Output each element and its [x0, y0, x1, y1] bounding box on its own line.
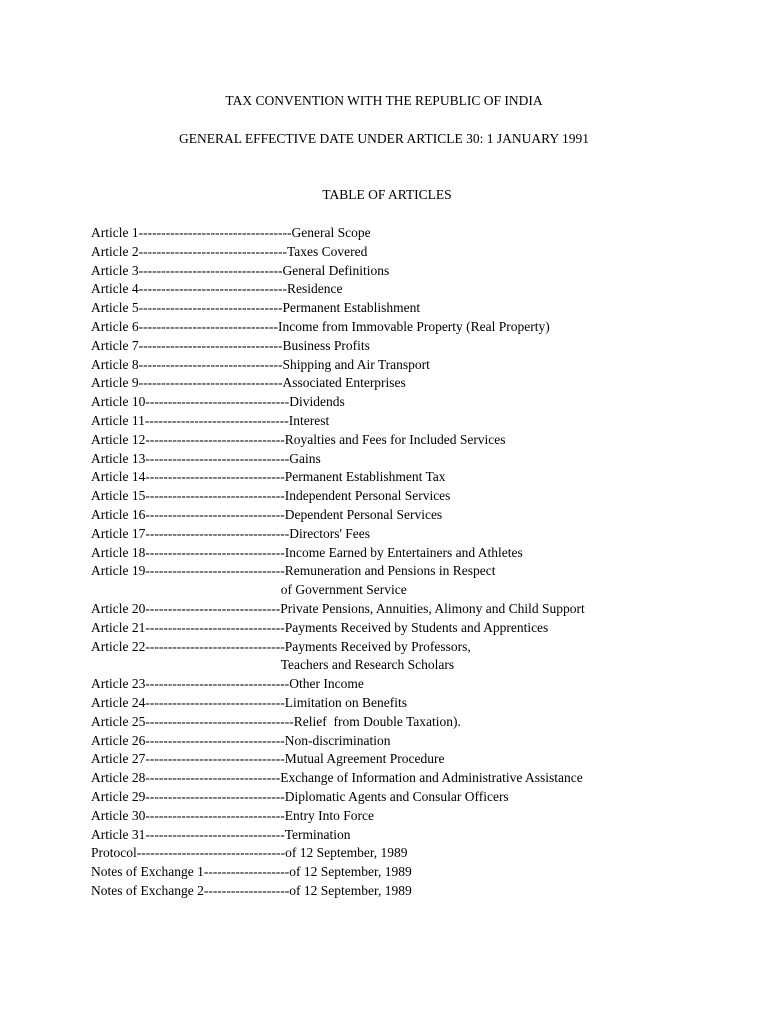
toc-entry: [91, 882, 585, 901]
toc-entry-title: Private Pensions, Annuities, Alimony and Child Support: [280, 600, 585, 616]
toc-entry: [91, 412, 585, 431]
toc-entry-continuation: [91, 656, 585, 675]
toc-entry-label: Article 30: [91, 807, 146, 823]
toc-entry-title: Entry Into Force: [284, 807, 374, 823]
toc-entry-label: Article 29: [91, 788, 146, 804]
toc-entry-title: Income Earned by Entertainers and Athletes: [284, 544, 523, 560]
toc-entry-label: Article 16: [91, 506, 146, 522]
toc-entry-title: General Definitions: [282, 262, 390, 278]
toc-entry-label: Notes of Exchange 2: [91, 882, 204, 898]
toc-entry-label: Article 7: [91, 337, 139, 353]
toc-entry-leader: -------------------: [203, 864, 290, 880]
toc-entry-title: of 12 September, 1989: [289, 864, 412, 880]
toc-entry-label: Article 31: [91, 826, 146, 842]
toc-entry: [91, 732, 585, 751]
toc-entry-leader: -------------------------------: [145, 638, 285, 654]
toc-entry-leader: -------------------------------: [145, 807, 285, 823]
toc-entry-leader: ----------------------------------: [138, 225, 292, 240]
toc-entry: [91, 280, 585, 299]
toc-entry-label: Article 21: [91, 619, 146, 635]
toc-entry-label: Article 3: [91, 262, 139, 278]
toc-entry-label: Article 8: [91, 356, 139, 372]
toc-entry-leader: ---------------------------------: [138, 281, 287, 297]
toc-entry-title: Income from Immovable Property (Real Property): [277, 318, 550, 334]
toc-entry: [91, 844, 585, 863]
toc-entry-title: Shipping and Air Transport: [282, 356, 430, 372]
table-of-articles: [91, 224, 585, 901]
toc-entry-leader: -------------------: [203, 882, 290, 898]
toc-entry-label: Article 2: [91, 243, 139, 259]
toc-entry-label: Article 11: [91, 412, 145, 428]
toc-entry-title: Dependent Personal Services: [284, 506, 443, 522]
toc-entry-label: Article 6: [91, 318, 139, 334]
toc-entry-title: Taxes Covered: [286, 243, 368, 259]
toc-entry-title: of 12 September, 1989: [289, 882, 412, 898]
toc-entry-continuation-text: Teachers and Research Scholars: [280, 657, 455, 673]
toc-entry: [91, 356, 585, 375]
toc-entry-label: Article 22: [91, 638, 146, 654]
toc-entry-label: Article 24: [91, 694, 146, 710]
toc-entry-title: Mutual Agreement Procedure: [284, 751, 445, 767]
toc-entry-label: Article 23: [91, 676, 146, 692]
toc-entry-leader: -------------------------------: [138, 318, 278, 334]
toc-entry-label: Article 19: [91, 563, 146, 579]
toc-entry-label: Article 17: [91, 525, 146, 541]
toc-entry-title: Interest: [288, 412, 330, 428]
toc-entry-title: Royalties and Fees for Included Services: [284, 431, 506, 447]
toc-entry-title: Permanent Establishment Tax: [284, 469, 446, 485]
toc-entry: [91, 619, 585, 638]
toc-entry-leader: -------------------------------: [145, 431, 285, 447]
toc-entry: [91, 393, 585, 412]
toc-entry-label: Article 9: [91, 375, 139, 391]
toc-entry-leader: -------------------------------: [145, 732, 285, 748]
toc-entry-label: Article 14: [91, 469, 146, 485]
toc-entry-label: Notes of Exchange 1: [91, 864, 204, 880]
toc-entry: [91, 544, 585, 563]
toc-entry-leader: -------------------------------: [145, 544, 285, 560]
document-title: TAX CONVENTION WITH THE REPUBLIC OF INDIA: [225, 93, 543, 108]
toc-entry-leader: --------------------------------: [138, 375, 283, 391]
toc-entry-leader: --------------------------------: [138, 356, 283, 372]
toc-entry-title: Non-discrimination: [284, 732, 391, 748]
toc-entry-continuation-text: of Government Service: [280, 582, 407, 598]
toc-entry-title: Dividends: [289, 394, 345, 410]
toc-entry: [91, 638, 585, 657]
toc-entry: [91, 450, 585, 469]
toc-entry-leader: ---------------------------------: [138, 243, 287, 259]
toc-entry: [91, 826, 585, 845]
toc-entry: [91, 224, 585, 243]
toc-entry-title: General Scope: [291, 225, 371, 240]
toc-entry: [91, 318, 585, 337]
toc-entry: [91, 468, 585, 487]
toc-entry-leader: -------------------------------: [145, 563, 285, 579]
toc-entry-title: Diplomatic Agents and Consular Officers: [284, 788, 509, 804]
toc-entry: [91, 562, 585, 581]
toc-entry: [91, 299, 585, 318]
toc-entry: [91, 675, 585, 694]
toc-entry-leader: -------------------------------: [145, 619, 285, 635]
toc-entry: [91, 863, 585, 882]
toc-entry-leader: -------------------------------: [145, 694, 285, 710]
toc-entry-leader: --------------------------------: [138, 300, 283, 316]
toc-entry-title: Payments Received by Professors,: [284, 638, 471, 654]
toc-entry-title: Independent Personal Services: [284, 488, 451, 504]
toc-entry-label: Article 25: [91, 713, 146, 729]
toc-entry-leader: ------------------------------: [145, 600, 281, 616]
toc-entry-leader: ------------------------------: [145, 770, 281, 786]
toc-entry-label: Article 26: [91, 732, 146, 748]
toc-entry-leader: --------------------------------: [145, 394, 290, 410]
toc-entry-continuation: [91, 581, 585, 600]
toc-entry-leader: --------------------------------: [145, 450, 290, 466]
toc-entry: [91, 243, 585, 262]
toc-entry-title: Payments Received by Students and Apprentices: [284, 619, 549, 635]
toc-entry: [91, 807, 585, 826]
toc-entry-label: Article 13: [91, 450, 146, 466]
toc-entry-label: Article 18: [91, 544, 146, 560]
toc-entry-leader: ---------------------------------: [136, 845, 286, 861]
toc-entry: [91, 337, 585, 356]
toc-entry-label: Article 5: [91, 300, 139, 316]
toc-entry-leader: --------------------------------: [138, 337, 283, 353]
toc-entry: [91, 506, 585, 525]
effective-date-line: GENERAL EFFECTIVE DATE UNDER ARTICLE 30: 1 JANUARY 1991: [179, 131, 589, 146]
toc-entry-leader: -------------------------------: [145, 826, 285, 842]
toc-entry-label: Article 15: [91, 488, 146, 504]
toc-entry-label: Article 10: [91, 394, 146, 410]
toc-entry: [91, 374, 585, 393]
toc-entry: [91, 600, 585, 619]
toc-entry-label: Article 1: [91, 225, 139, 240]
toc-entry: [91, 713, 585, 732]
toc-entry: [91, 525, 585, 544]
toc-entry-leader: -------------------------------: [145, 488, 285, 504]
toc-entry: [91, 769, 585, 788]
toc-entry-leader: --------------------------------: [138, 262, 283, 278]
toc-entry-label: Article 27: [91, 751, 146, 767]
toc-entry-title: Permanent Establishment: [282, 300, 421, 316]
toc-entry: [91, 750, 585, 769]
toc-entry-label: Article 28: [91, 770, 146, 786]
toc-heading: TABLE OF ARTICLES: [322, 187, 452, 202]
toc-entry: [91, 262, 585, 281]
toc-entry-title: Limitation on Benefits: [284, 694, 407, 710]
toc-entry-title: Directors' Fees: [289, 525, 371, 541]
toc-entry-title: Remuneration and Pensions in Respect: [284, 563, 496, 579]
toc-entry: [91, 487, 585, 506]
toc-entry-label: Article 12: [91, 431, 146, 447]
toc-entry-leader: --------------------------------: [145, 525, 290, 541]
toc-entry: [91, 788, 585, 807]
toc-entry-title: Gains: [289, 450, 321, 466]
toc-entry-title: Termination: [284, 826, 351, 842]
toc-entry-title: Residence: [286, 281, 343, 297]
toc-entry-title: Other Income: [289, 676, 364, 692]
toc-entry-leader: ---------------------------------: [145, 713, 294, 729]
toc-entry: [91, 431, 585, 450]
toc-entry-leader: -------------------------------: [145, 788, 285, 804]
toc-entry-leader: --------------------------------: [144, 412, 289, 428]
toc-entry-title: Exchange of Information and Administrative Assistance: [280, 770, 583, 786]
toc-entry-leader: -------------------------------: [145, 751, 285, 767]
toc-entry-title: Associated Enterprises: [282, 375, 406, 391]
toc-entry-leader: -------------------------------: [145, 506, 285, 522]
toc-entry-label: Article 4: [91, 281, 139, 297]
toc-entry: [91, 694, 585, 713]
toc-entry-label: Article 20: [91, 600, 146, 616]
toc-entry-title: Business Profits: [282, 337, 370, 353]
toc-entry-title: of 12 September, 1989: [285, 845, 408, 861]
toc-entry-leader: --------------------------------: [145, 676, 290, 692]
toc-entry-leader: -------------------------------: [145, 469, 285, 485]
toc-entry-label: Protocol: [91, 845, 137, 861]
toc-entry-title: Relief from Double Taxation).: [293, 713, 461, 729]
